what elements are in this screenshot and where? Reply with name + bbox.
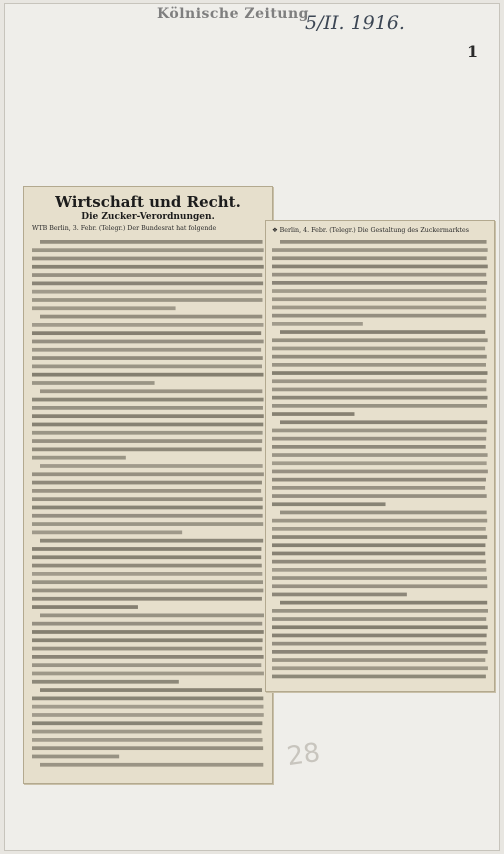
text-line xyxy=(272,634,487,638)
text-line xyxy=(32,564,262,568)
text-line xyxy=(32,290,262,294)
text-line xyxy=(272,256,487,260)
text-line xyxy=(272,666,488,670)
text-line xyxy=(32,630,264,634)
pencil-annotation: 28 xyxy=(285,737,323,773)
text-line xyxy=(272,593,407,597)
text-line xyxy=(272,650,488,654)
text-line xyxy=(40,614,264,618)
text-line xyxy=(32,697,263,701)
text-line xyxy=(272,363,486,367)
text-line xyxy=(272,412,354,416)
text-line xyxy=(32,531,182,535)
text-line xyxy=(272,453,488,457)
archive-sheet xyxy=(4,3,500,851)
text-line xyxy=(272,576,487,580)
text-line xyxy=(32,738,263,742)
text-line xyxy=(32,431,263,435)
text-line xyxy=(272,658,485,662)
text-line xyxy=(272,355,487,359)
text-line xyxy=(32,472,264,476)
text-line xyxy=(272,560,486,564)
text-line xyxy=(32,555,261,559)
text-line xyxy=(40,464,263,468)
text-line xyxy=(272,675,486,679)
text-line xyxy=(272,584,487,588)
text-line xyxy=(32,448,262,452)
text-line xyxy=(40,240,263,244)
text-line xyxy=(272,314,486,318)
text-line xyxy=(280,420,487,424)
text-line xyxy=(32,306,176,310)
text-line xyxy=(32,439,262,443)
text-line xyxy=(32,755,119,759)
text-line xyxy=(32,663,261,667)
text-line xyxy=(272,445,486,449)
text-line xyxy=(32,356,263,360)
text-line xyxy=(40,315,262,319)
article-subheading: Die Zucker-Verordnungen. xyxy=(81,212,215,222)
text-line xyxy=(40,389,262,393)
text-line xyxy=(32,423,263,427)
text-line xyxy=(32,655,264,659)
text-line xyxy=(272,625,488,629)
text-line xyxy=(272,494,487,498)
text-line xyxy=(272,478,486,482)
text-line xyxy=(32,381,155,385)
text-line xyxy=(272,347,485,351)
text-line xyxy=(32,638,263,642)
text-line xyxy=(32,721,262,725)
text-line xyxy=(32,605,138,609)
text-line xyxy=(32,331,261,335)
text-line xyxy=(32,298,263,302)
text-line xyxy=(272,273,486,277)
text-line xyxy=(32,323,263,327)
text-line xyxy=(32,680,179,684)
text-line xyxy=(32,522,263,526)
text-line xyxy=(272,609,488,613)
text-line xyxy=(32,514,263,518)
text-line xyxy=(272,248,488,252)
newspaper-masthead: Kölnische Zeitung xyxy=(157,6,309,22)
text-line xyxy=(32,597,262,601)
text-line xyxy=(272,265,488,269)
text-line xyxy=(272,617,486,621)
text-line xyxy=(272,519,487,523)
text-line xyxy=(32,373,263,377)
text-line xyxy=(32,547,261,551)
text-line xyxy=(32,406,263,410)
text-line xyxy=(272,379,487,383)
text-line xyxy=(272,461,487,465)
text-line xyxy=(272,552,485,556)
text-line xyxy=(32,265,264,269)
text-line xyxy=(32,672,264,676)
article-headline: Wirtschaft und Recht. xyxy=(55,193,241,211)
text-line xyxy=(40,763,263,767)
text-line xyxy=(32,282,263,286)
text-line xyxy=(280,240,487,244)
text-line xyxy=(272,568,486,572)
text-line xyxy=(280,601,487,605)
text-line xyxy=(32,705,263,709)
text-line xyxy=(272,486,485,490)
text-line xyxy=(272,297,487,301)
text-line xyxy=(32,647,262,651)
text-line xyxy=(32,273,262,277)
text-line xyxy=(32,248,264,252)
article-clipping-right xyxy=(265,220,495,692)
text-line xyxy=(272,543,485,547)
text-line xyxy=(272,396,488,400)
text-line xyxy=(32,497,263,501)
article-opening-line: WTB Berlin, 3. Febr. (Telegr.) Der Bundesrat hat folgende xyxy=(32,225,217,232)
text-line xyxy=(272,429,487,433)
text-line xyxy=(32,340,264,344)
text-lines xyxy=(272,237,488,685)
text-line xyxy=(272,404,487,408)
text-line xyxy=(32,398,264,402)
text-line xyxy=(272,281,487,285)
text-line xyxy=(32,580,263,584)
article-opening-line: ❖ Berlin, 4. Febr. (Telegr.) Die Gestaltung des Zuckermarktes xyxy=(272,227,469,234)
text-line xyxy=(272,371,487,375)
text-line xyxy=(272,470,488,474)
text-line xyxy=(32,572,262,576)
text-line xyxy=(272,322,363,326)
text-line xyxy=(32,257,263,261)
text-line xyxy=(272,642,486,646)
text-line xyxy=(32,414,264,418)
text-line xyxy=(272,306,486,310)
text-line xyxy=(32,622,262,626)
text-line xyxy=(272,289,486,293)
text-line xyxy=(32,730,261,734)
text-line xyxy=(32,365,262,369)
article-clipping-left xyxy=(23,186,273,784)
text-line xyxy=(272,502,386,506)
text-line xyxy=(32,348,261,352)
text-line xyxy=(40,539,263,543)
text-line xyxy=(32,481,262,485)
text-line xyxy=(272,535,487,539)
handwritten-date: 5/II. 1916. xyxy=(305,12,405,34)
text-line xyxy=(272,527,486,531)
text-line xyxy=(40,688,262,692)
text-line xyxy=(32,506,263,510)
text-line xyxy=(32,713,264,717)
text-line xyxy=(32,456,126,460)
text-line xyxy=(272,338,488,342)
text-line xyxy=(32,489,261,493)
text-line xyxy=(32,746,263,750)
text-line xyxy=(280,330,485,334)
text-line xyxy=(272,437,486,441)
text-line xyxy=(280,511,487,515)
article-body-text xyxy=(272,237,488,685)
text-line xyxy=(272,388,486,392)
text-line xyxy=(32,589,263,593)
article-body-text xyxy=(32,237,264,775)
text-lines xyxy=(32,237,264,775)
page-number: 1 xyxy=(467,42,479,61)
